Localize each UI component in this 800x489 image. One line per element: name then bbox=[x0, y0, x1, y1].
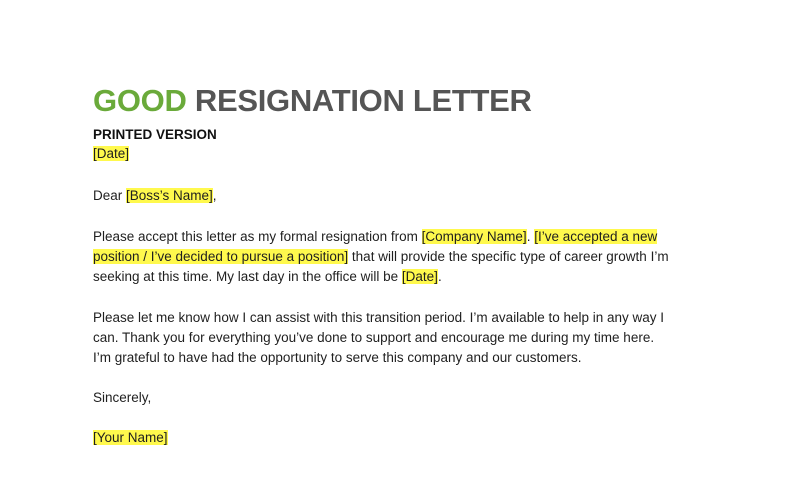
subtitle: PRINTED VERSION bbox=[93, 127, 217, 142]
paragraph2-line2: can. Thank you for everything you’ve done to support and encourage me during my time here. bbox=[93, 330, 655, 345]
paragraph1-line1 bbox=[93, 227, 657, 247]
title-rest: RESIGNATION LETTER bbox=[194, 83, 532, 118]
signature-line bbox=[93, 428, 168, 448]
paragraph1-line2 bbox=[93, 247, 669, 267]
date-placeholder: [Date] bbox=[93, 146, 130, 161]
p1-line3-text: seeking at this time. My last day in the office will be bbox=[93, 269, 402, 284]
reason-placeholder-part1: [I’ve accepted a new bbox=[534, 229, 658, 244]
p1-sep: . bbox=[526, 229, 535, 244]
reason-placeholder-part2: position / I’ve decided to pursue a position] bbox=[93, 249, 349, 264]
signature-placeholder: [Your Name] bbox=[93, 430, 168, 445]
page-title bbox=[93, 84, 532, 118]
paragraph1-line3 bbox=[93, 267, 442, 287]
paragraph2-line3: I’m grateful to have had the opportunity to serve this company and our customers. bbox=[93, 350, 582, 365]
p1-line3-end: . bbox=[437, 269, 442, 284]
greeting-suffix: , bbox=[212, 188, 217, 203]
paragraph2-line1: Please let me know how I can assist with this transition period. I’m available to help in any way I bbox=[93, 310, 665, 325]
last-day-placeholder: [Date] bbox=[401, 269, 438, 284]
p1-line2-text: that will provide the specific type of career growth I’m bbox=[348, 249, 669, 264]
date-line bbox=[93, 144, 129, 164]
greeting-line bbox=[93, 186, 217, 206]
closing: Sincerely, bbox=[93, 390, 152, 405]
p1-text: Please accept this letter as my formal resignation from bbox=[93, 229, 422, 244]
boss-name-placeholder: [Boss’s Name] bbox=[126, 188, 213, 203]
title-accent: GOOD bbox=[93, 83, 187, 118]
company-name-placeholder: [Company Name] bbox=[421, 229, 527, 244]
greeting-prefix: Dear bbox=[93, 188, 127, 203]
